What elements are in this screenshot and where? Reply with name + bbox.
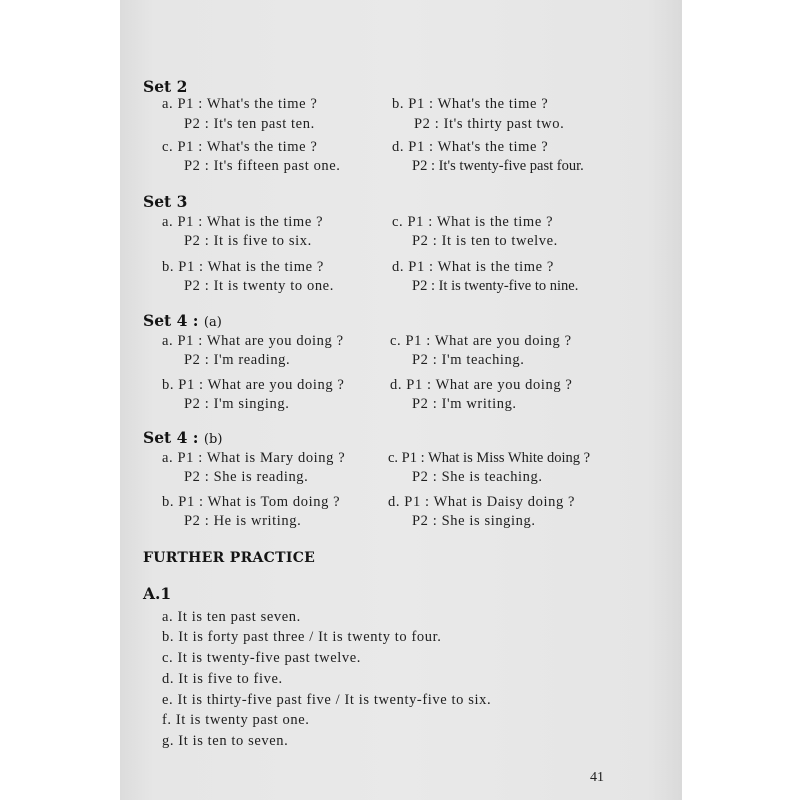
set-4a-a-answer: P2 : I'm reading.: [184, 352, 291, 368]
set-4a-c-question: c. P1 : What are you doing ?: [390, 333, 572, 349]
set-2-c-question: c. P1 : What's the time ?: [162, 139, 318, 155]
set-4b-b-question: b. P1 : What is Tom doing ?: [162, 494, 341, 510]
set-3-title: Set 3: [143, 192, 188, 211]
set-4a-c-answer: P2 : I'm teaching.: [412, 352, 525, 368]
set-2-title: Set 2: [143, 77, 188, 96]
set-2-c-answer: P2 : It's fifteen past one.: [184, 158, 341, 174]
set-4b-c-question: c. P1 : What is Miss White doing ?: [388, 450, 591, 466]
practice-item-g: g. It is ten to seven.: [162, 733, 289, 749]
set-2-a-answer: P2 : It's ten past ten.: [184, 116, 315, 132]
practice-item-d: d. It is five to five.: [162, 671, 283, 687]
set-4a-b-question: b. P1 : What are you doing ?: [162, 377, 345, 393]
set-3-c-question: c. P1 : What is the time ?: [392, 214, 554, 230]
set-4a-b-answer: P2 : I'm singing.: [184, 396, 290, 412]
set-4b-d-question: d. P1 : What is Daisy doing ?: [388, 494, 576, 510]
set-4b-a-question: a. P1 : What is Mary doing ?: [162, 450, 346, 466]
set-4b-b-answer: P2 : He is writing.: [184, 513, 302, 529]
practice-item-f: f. It is twenty past one.: [162, 712, 310, 728]
practice-item-b: b. It is forty past three / It is twenty to four.: [162, 629, 442, 645]
set-4b-title: Set 4 :: [143, 428, 199, 447]
set-4a-d-question: d. P1 : What are you doing ?: [390, 377, 573, 393]
book-page: [120, 0, 682, 800]
set-4b-heading: [143, 428, 222, 447]
set-3-heading: [143, 192, 187, 211]
practice-item-a: a. It is ten past seven.: [162, 609, 301, 625]
set-3-a-question: a. P1 : What is the time ?: [162, 214, 324, 230]
set-4a-d-answer: P2 : I'm writing.: [412, 396, 517, 412]
set-3-d-answer: P2 : It is twenty-five to nine.: [412, 278, 579, 294]
set-2-b-answer: P2 : It's thirty past two.: [414, 116, 565, 132]
set-3-d-question: d. P1 : What is the time ?: [392, 259, 554, 275]
set-3-b-question: b. P1 : What is the time ?: [162, 259, 324, 275]
set-3-c-answer: P2 : It is ten to twelve.: [412, 233, 558, 249]
further-practice-heading: FURTHER PRACTICE: [143, 550, 316, 566]
practice-item-c: c. It is twenty-five past twelve.: [162, 650, 361, 666]
set-4a-title: Set 4 :: [143, 311, 199, 330]
set-2-b-question: b. P1 : What's the time ?: [392, 96, 549, 112]
practice-item-e: e. It is thirty-five past five / It is twenty-five to six.: [162, 692, 492, 708]
set-4a-a-question: a. P1 : What are you doing ?: [162, 333, 344, 349]
set-4b-subtitle: (b): [203, 432, 223, 447]
set-4a-subtitle: (a): [203, 315, 222, 330]
set-4b-c-answer: P2 : She is teaching.: [412, 469, 543, 485]
set-4b-d-answer: P2 : She is singing.: [412, 513, 536, 529]
set-2-a-question: a. P1 : What's the time ?: [162, 96, 318, 112]
set-2-d-answer: P2 : It's twenty-five past four.: [412, 158, 584, 174]
set-2-heading: [143, 77, 187, 96]
set-3-a-answer: P2 : It is five to six.: [184, 233, 312, 249]
page-number: 41: [590, 770, 604, 785]
set-4a-heading: [143, 311, 222, 330]
set-2-d-question: d. P1 : What's the time ?: [392, 139, 549, 155]
a1-heading: A.1: [143, 584, 172, 603]
set-4b-a-answer: P2 : She is reading.: [184, 469, 309, 485]
set-3-b-answer: P2 : It is twenty to one.: [184, 278, 334, 294]
